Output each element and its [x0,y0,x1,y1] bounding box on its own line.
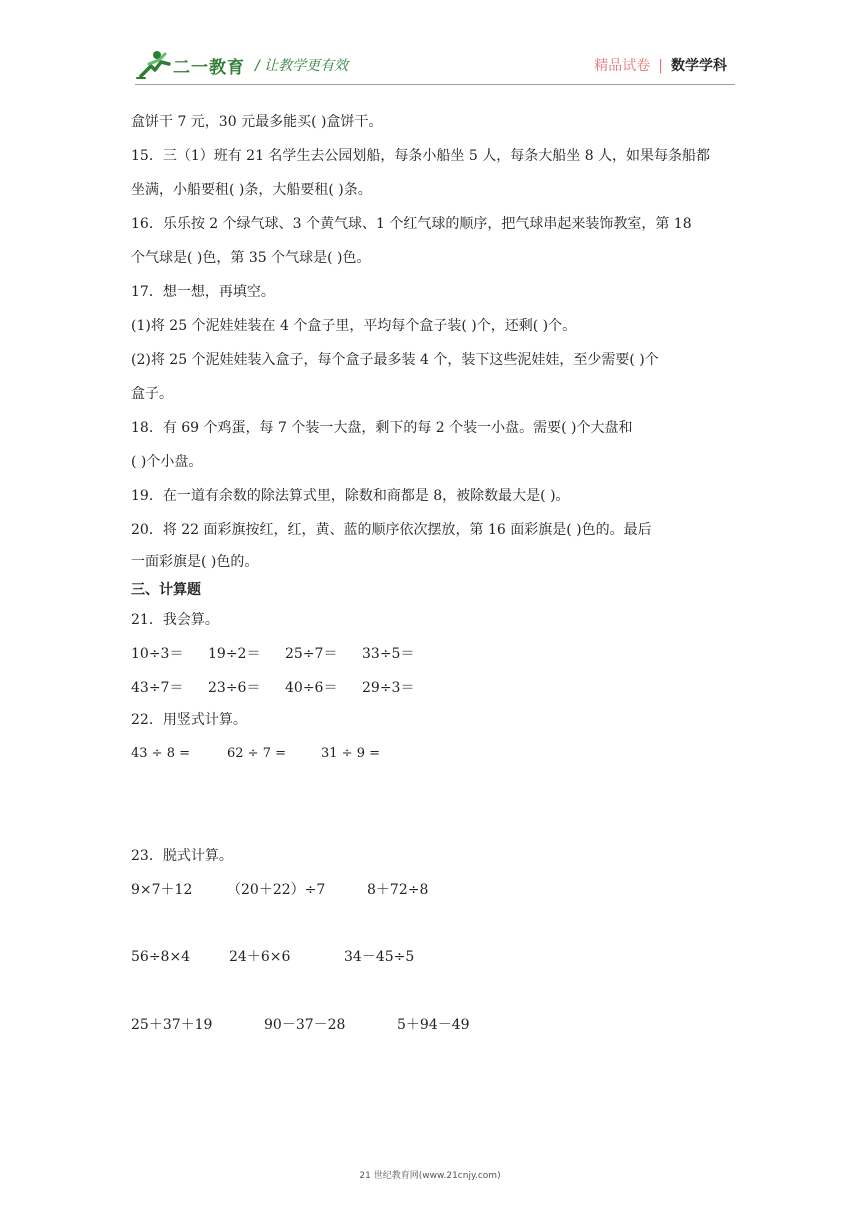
q21-item: 33÷5＝ [362,646,415,662]
q21-item: 43÷7＝ [131,680,184,696]
text-line: (2)将 25 个泥娃娃装入盒子，每个盒子最多装 4 个，装下这些泥娃娃，至少需要( )个 [131,352,659,368]
text-line: 20．将 22 面彩旗按红，红，黄、蓝的顺序依次摆放，第 16 面彩旗是( )色的。最后 [131,522,652,538]
q21-item: 10÷3＝ [131,646,184,662]
q23-item: 56÷8×4 [131,949,191,965]
q23-row-3 [131,1015,470,1035]
text-line: 一面彩旗是( )色的。 [131,554,259,570]
q21-item: 29÷3＝ [362,680,415,696]
q22-item: 62 ÷ 7 = [227,746,286,761]
q21-item: 40÷6＝ [285,680,338,696]
subject-tag [594,55,727,75]
logo-text: 二一教育 [173,58,245,78]
text-line: ( )个小盘。 [131,454,203,470]
q23-row-1 [131,880,428,900]
q23-item: 8＋72÷8 [367,882,429,898]
text-line: 个气球是( )色，第 35 个气球是( )色。 [131,250,371,266]
subject-label: 数学学科 [671,58,727,74]
q22-row [131,744,380,764]
header-separator: | [658,58,663,74]
text-line: 15．三（1）班有 21 名学生去公园划船，每条小船坐 5 人，每条大船坐 8 人，如果每条船都 [131,148,711,164]
q21-item: 25÷7＝ [285,646,338,662]
text-line: 盒饼干 7 元，30 元最多能买( )盒饼干。 [131,114,383,130]
q21-row-2 [131,678,414,698]
q23-title: 23．脱式计算。 [131,848,233,864]
q23-item: 9×7＋12 [131,882,193,898]
paper-type-label: 精品试卷 [594,58,651,74]
text-line: 19．在一道有余数的除法算式里，除数和商都是 8，被除数最大是( )。 [131,488,570,504]
section-title: 三、计算题 [131,582,201,598]
q21-item: 19÷2＝ [208,646,261,662]
q23-item: 24＋6×6 [229,949,291,965]
q22-title: 22．用竖式计算。 [131,712,247,728]
slogan: / 让教学更有效 [255,58,349,74]
runner-logo-icon [135,50,175,80]
text-line: 坐满，小船要租( )条，大船要租( )条。 [131,182,372,198]
text-line: 18．有 69 个鸡蛋，每 7 个装一大盘，剩下的每 2 个装一小盘。需要( )个大盘和 [131,420,633,436]
page-footer: 21 世纪教育网(www.21cnjy.com) [359,1171,501,1181]
header-divider [135,84,735,85]
q23-item: 5＋94－49 [397,1017,470,1033]
page-header [135,50,735,82]
q23-item: （20＋22）÷7 [227,882,326,898]
text-line: (1)将 25 个泥娃娃装在 4 个盒子里，平均每个盒子装( )个，还剩( )个。 [131,318,577,334]
q21-row-1 [131,644,414,664]
q23-item: 25＋37＋19 [131,1017,213,1033]
q23-item: 34－45÷5 [344,949,415,965]
q21-title: 21．我会算。 [131,612,219,628]
text-line: 17．想一想，再填空。 [131,284,275,300]
q22-item: 31 ÷ 9 = [321,746,380,761]
text-line: 16．乐乐按 2 个绿气球、3 个黄气球、1 个红气球的顺序，把气球串起来装饰教室，第 18 [131,216,692,232]
q23-row-2 [131,947,414,967]
q23-item: 90－37－28 [264,1017,346,1033]
text-line: 盒子。 [131,386,173,402]
q22-item: 43 ÷ 8 = [131,746,190,761]
q21-item: 23÷6＝ [208,680,261,696]
